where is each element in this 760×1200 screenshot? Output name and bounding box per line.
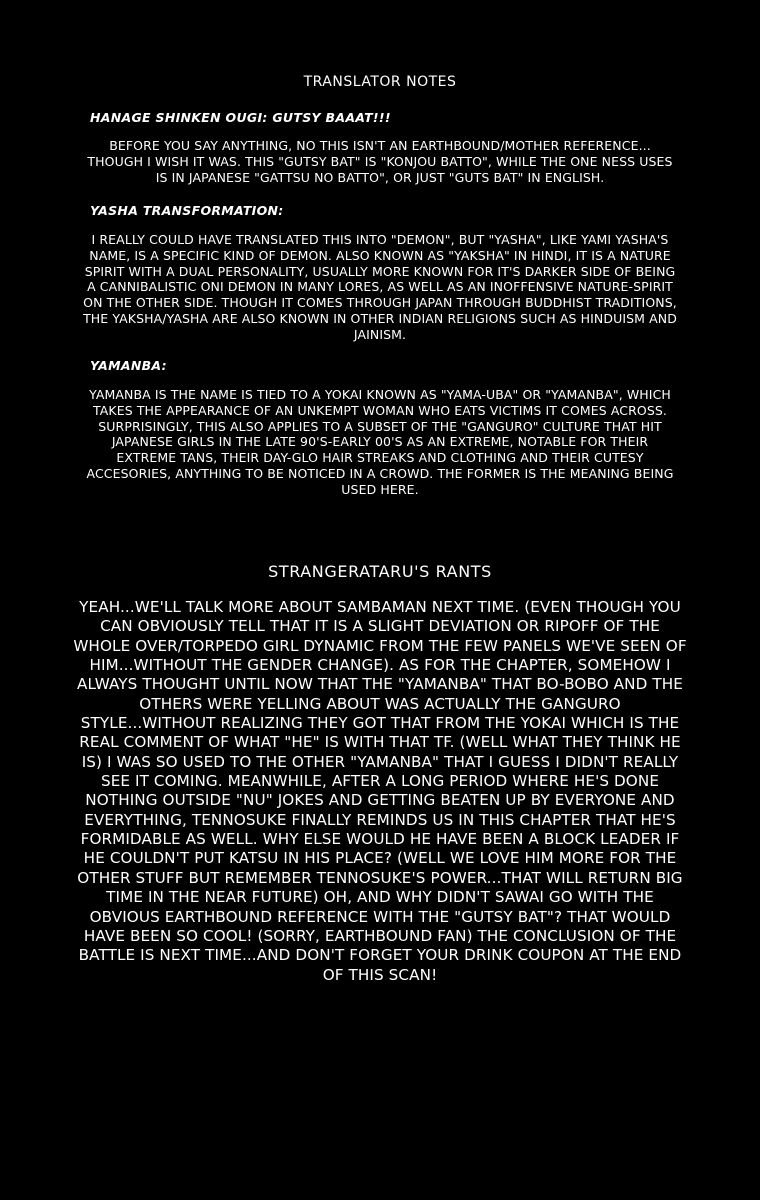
note-heading-yasha: YASHA TRANSFORMATION:	[90, 203, 284, 218]
rants-text: YEAH...WE'LL TALK MORE ABOUT SAMBAMAN NEXT TIME. (EVEN THOUGH YOU CAN OBVIOUSLY TELL THAT IT IS A SLIGHT DEVIATION OR RIPOFF OF THE WHOLE OVER/TORPEDO GIRL DYNAMIC FROM THE FEW PANELS WE'VE SEEN OF HIM...WITHOUT THE GENDER CHANGE). AS FOR THE CHAPTER, SOMEHOW I ALWAYS THOUGHT UNTIL NOW THAT THE "YAMANBA" THAT BO-BOBO AND THE OTHERS WERE YELLING ABOUT WAS ACTUALLY THE GANGURO STYLE...WITHOUT REALIZING THEY GOT THAT FROM THE YOKAI WHICH IS THE REAL COMMENT OF WHAT "HE" IS WITH THAT TF. (WELL WHAT THEY THINK HE IS) I WAS SO USED TO THE OTHER "YAMANBA" THAT I GUESS I DIDN'T REALLY SEE IT COMING. MEANWHILE, AFTER A LONG PERIOD WHERE HE'S DONE NOTHING OUTSIDE "NU" JOKES AND GETTING BEATEN UP BY EVERYONE AND EVERYTHING, TENNOSUKE FINALLY REMINDS US IN THIS CHAPTER THAT HE'S FORMIDABLE AS WELL. WHY ELSE WOULD HE HAVE BEEN A BLOCK LEADER IF HE COULDN'T PUT KATSU IN HIS PLACE? (WELL WE LOVE HIM MORE FOR THE OTHER STUFF BUT REMEMBER TENNOSUKE'S POWER...THAT WILL RETURN BIG TIME IN THE NEAR FUTURE) OH, AND WHY DIDN'T SAWAI GO WITH THE OBVIOUS EARTHBOUND REFERENCE WITH THE "GUTSY BAT"? THAT WOULD HAVE BEEN SO COOL! (SORRY, EARTHBOUND FAN) THE CONCLUSION OF THE BATTLE IS NEXT TIME...AND DON'T FORGET YOUR DRINK COUPON AT THE END OF THIS SCAN!	[73, 598, 687, 984]
rants-title: STRANGERATARU'S RANTS	[268, 562, 492, 581]
translator-notes-title: TRANSLATOR NOTES	[303, 74, 457, 90]
note-text-gutsy-bat: BEFORE YOU SAY ANYTHING, NO THIS ISN'T AN EARTHBOUND/MOTHER REFERENCE... THOUGH I WISH IT WAS. THIS "GUTSY BAT" IS "KONJOU BATTO", WHILE THE ONE NESS USES IS IN JAPANESE "GATTSU NO BATTO", OR JUST "GUTS BAT" IN ENGLISH.	[87, 138, 673, 185]
note-text-yamanba: YAMANBA IS THE NAME IS TIED TO A YOKAI KNOWN AS "YAMA-UBA" OR "YAMANBA", WHICH TAKES THE APPEARANCE OF AN UNKEMPT WOMAN WHO EATS VICTIMS IT COMES ACROSS. SURPRISINGLY, THIS ALSO APPLIES TO A SUBSET OF THE "GANGURO" CULTURE THAT HIT JAPANESE GIRLS IN THE LATE 90'S-EARLY 00'S AS AN EXTREME, NOTABLE FOR THEIR EXTREME TANS, THEIR DAY-GLO HAIR STREAKS AND CLOTHING AND THEIR CUTESY ACCESORIES, ANYTHING TO BE NOTICED IN A CROWD. THE FORMER IS THE MEANING BEING USED HERE.	[86, 387, 674, 497]
note-text-yasha: I REALLY COULD HAVE TRANSLATED THIS INTO "DEMON", BUT "YASHA", LIKE YAMI YASHA'S NAME, IS A SPECIFIC KIND OF DEMON. ALSO KNOWN AS "YAKSHA" IN HINDI, IT IS A NATURE SPIRIT WITH A DUAL PERSONALITY, USUALLY MORE KNOWN FOR IT'S DARKER SIDE OF BEING A CANNIBALISTIC ONI DEMON IN MANY LORES, AS WELL AS AN INOFFENSIVE NATURE-SPIRIT ON THE OTHER SIDE. THOUGH IT COMES THROUGH JAPAN THROUGH BUDDHIST TRADITIONS, THE YAKSHA/YASHA ARE ALSO KNOWN IN OTHER INDIAN RELIGIONS SUCH AS HINDUISM AND JAINISM.	[83, 232, 677, 342]
note-heading-yamanba: YAMANBA:	[90, 358, 167, 373]
note-heading-gutsy-bat: HANAGE SHINKEN OUGI: GUTSY BAAAT!!!	[90, 110, 391, 125]
